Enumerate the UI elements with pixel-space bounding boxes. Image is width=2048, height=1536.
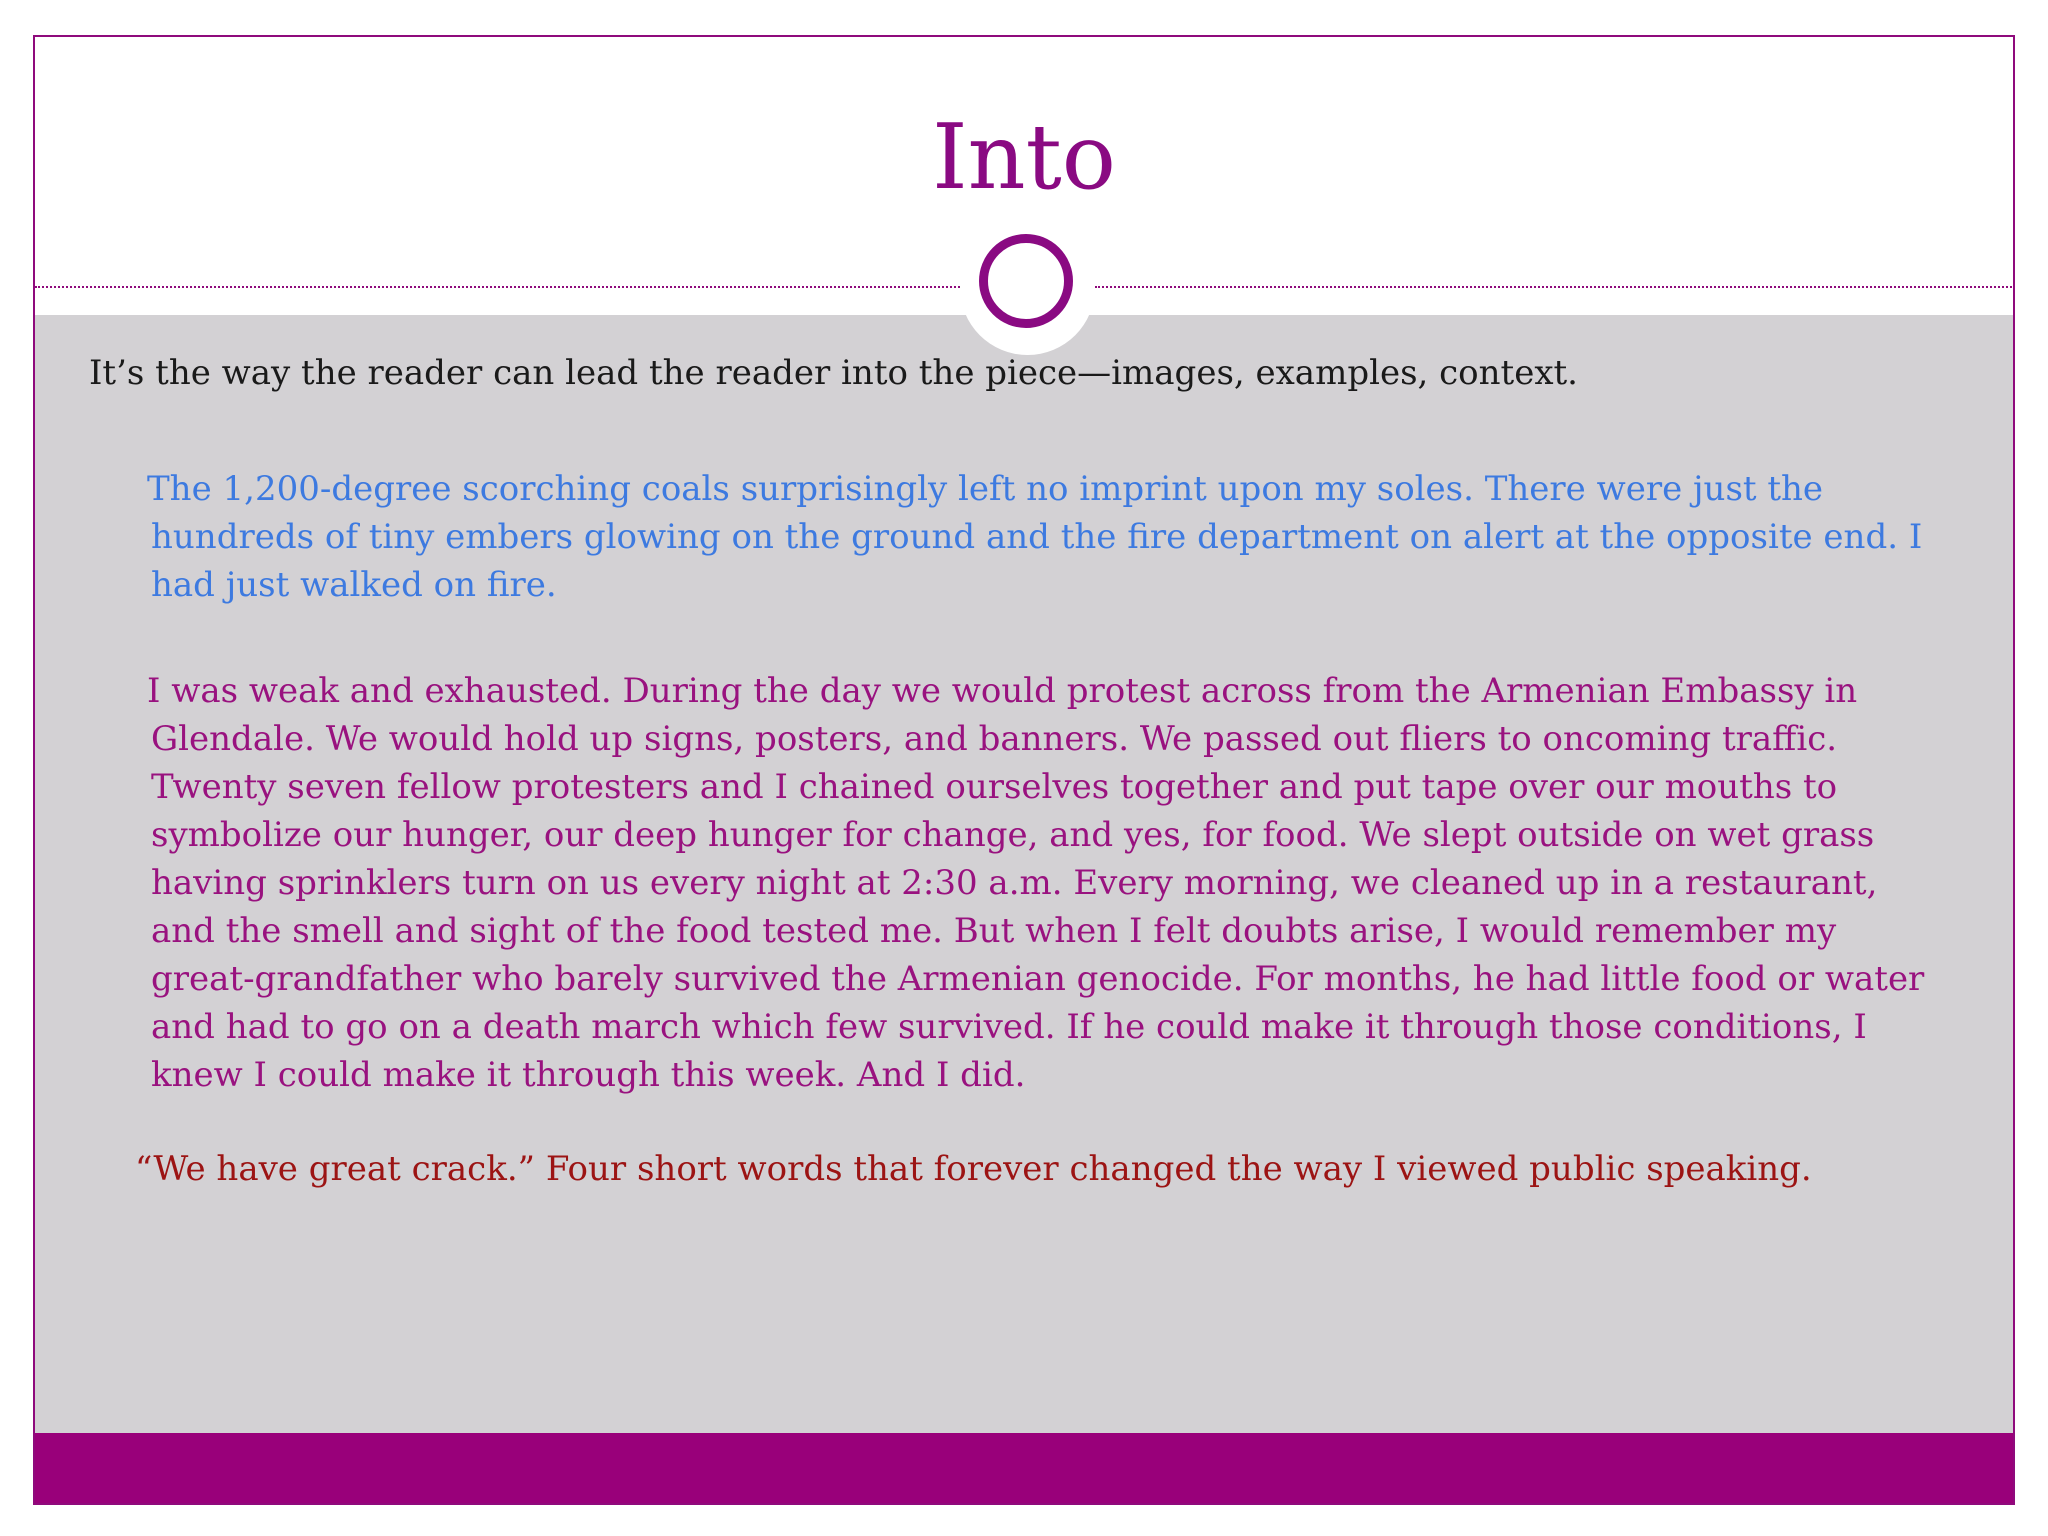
intro-text: It’s the way the reader can lead the reader into the piece—images, examples, context. bbox=[89, 353, 1578, 393]
example-line: and the smell and sight of the food tested me. But when I felt doubts arise, I would remember my bbox=[151, 911, 1837, 951]
example-line: hundreds of tiny embers glowing on the ground and the fire department on alert at the opposite end. I bbox=[151, 517, 1923, 557]
example-line: symbolize our hunger, our deep hunger for change, and yes, for food. We slept outside on wet grass bbox=[151, 815, 1875, 855]
example-line: “We have great crack.” Four short words that forever changed the way I viewed public speaking. bbox=[135, 1149, 1812, 1189]
example-line: had just walked on fire. bbox=[151, 565, 557, 605]
example-hunger-strike bbox=[147, 667, 2007, 1099]
title-divider-right bbox=[1095, 286, 2015, 288]
example-public-speaking bbox=[135, 1145, 1995, 1193]
example-line: knew I could make it through this week. And I did. bbox=[151, 1055, 1026, 1095]
circle-ornament-icon bbox=[979, 234, 1073, 328]
example-line: I was weak and exhausted. During the day we would protest across from the Armenian Embassy in bbox=[147, 671, 1858, 711]
title-divider-left bbox=[35, 286, 960, 288]
example-line: and had to go on a death march which few survived. If he could make it through those conditions, I bbox=[151, 1007, 1867, 1047]
example-line: great-grandfather who barely survived the Armenian genocide. For months, he had little food or water bbox=[151, 959, 1925, 999]
example-fire-walk bbox=[147, 465, 2007, 609]
example-line: The 1,200-degree scorching coals surprisingly left no imprint upon my soles. There were just the bbox=[147, 469, 1824, 509]
example-line: Twenty seven fellow protesters and I chained ourselves together and put tape over our mouths to bbox=[151, 767, 1838, 807]
slide bbox=[33, 35, 2015, 1505]
example-line: Glendale. We would hold up signs, posters, and banners. We passed out fliers to oncoming traffic. bbox=[151, 719, 1838, 759]
footer-bar bbox=[35, 1433, 2013, 1503]
slide-title: Into bbox=[932, 105, 1116, 210]
example-line: having sprinklers turn on us every night at 2:30 a.m. Every morning, we cleaned up in a restaurant, bbox=[151, 863, 1878, 903]
